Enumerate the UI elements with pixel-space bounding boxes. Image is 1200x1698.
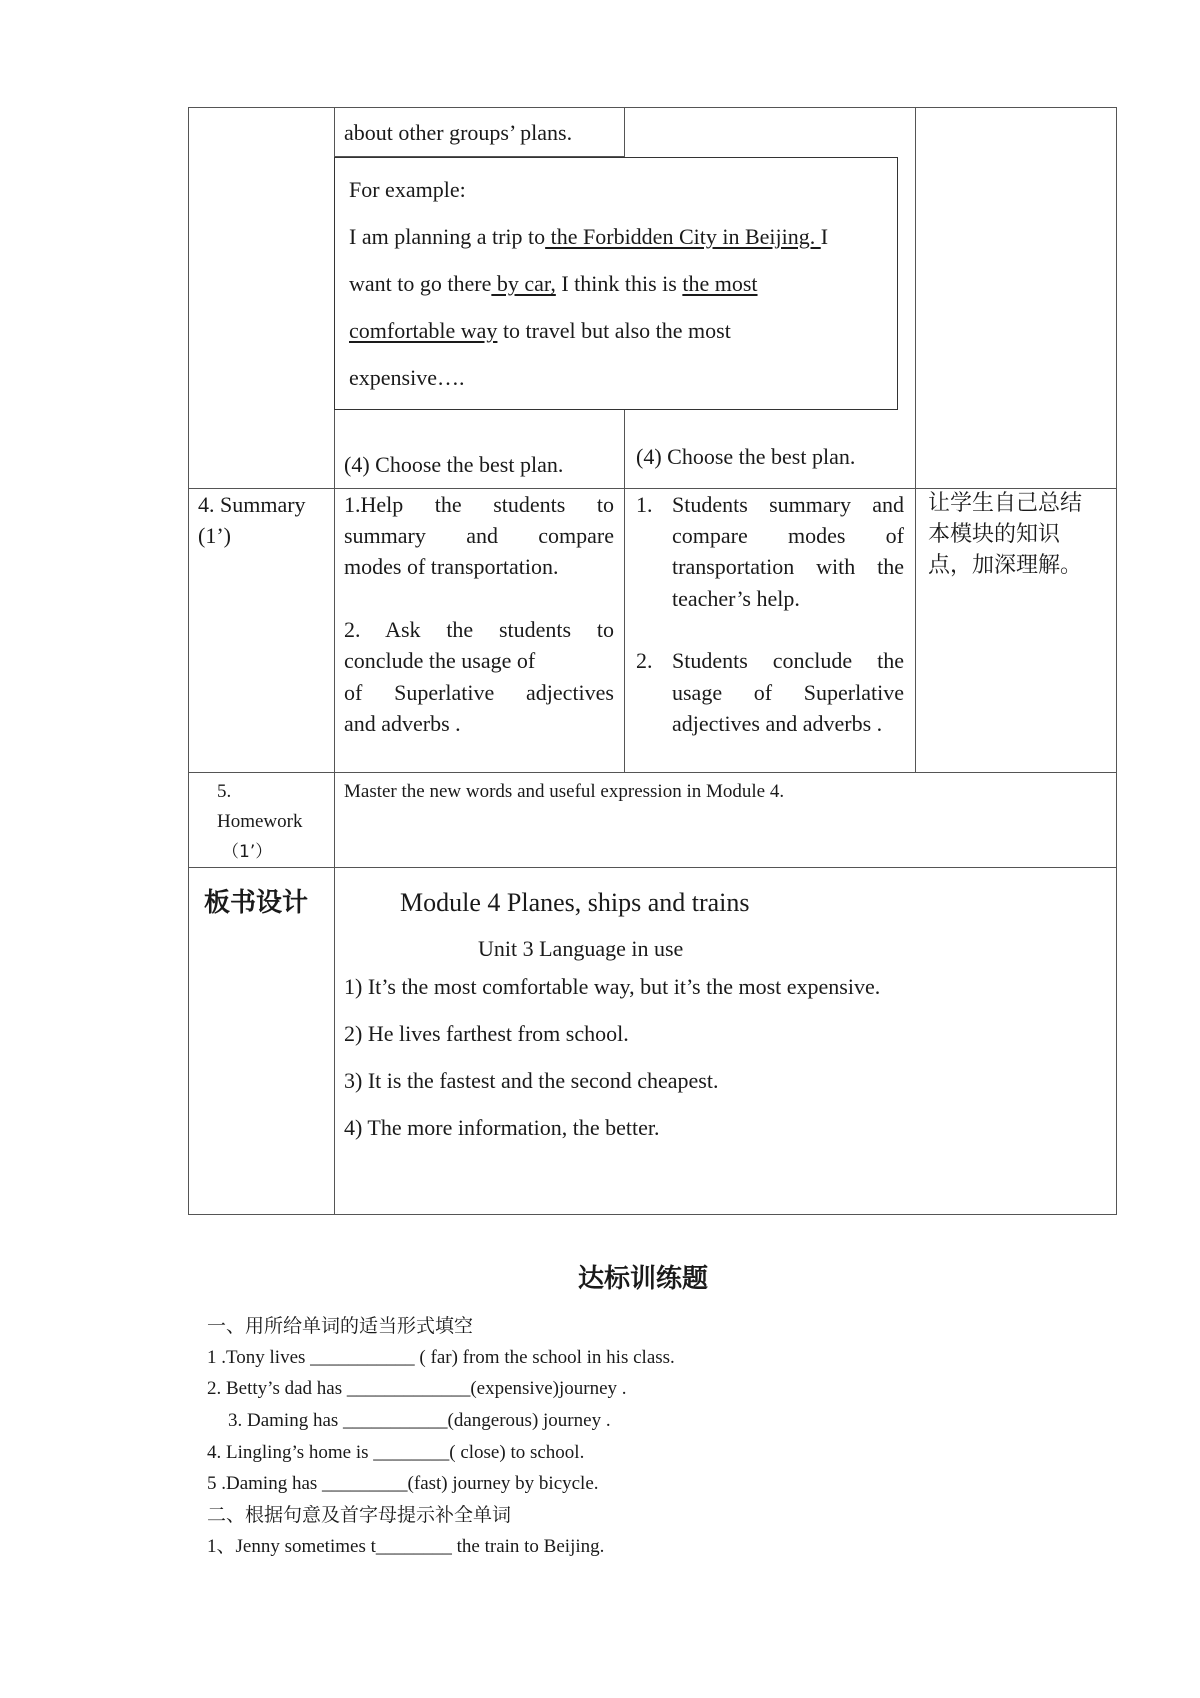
example-heading: For example: [349, 177, 466, 202]
homework-label: Homework [217, 811, 303, 832]
section-heading: 二、根据句意及首字母提示补全单词 [207, 1504, 512, 1526]
board-sentence: 4) The more information, the better. [344, 1115, 660, 1140]
student-step4: (4) Choose the best plan. [636, 444, 856, 469]
example-line: expensive…. [349, 365, 465, 390]
example-line: want to go there by car, I think this is the most [349, 271, 758, 296]
teacher-activity-2: 2. Ask the students to [344, 617, 614, 642]
board-sentence: 1) It’s the most comfortable way, but it’s the most expensive. [344, 974, 881, 999]
exercise-item: 1 .Tony lives ___________ ( far) from the school in his class. [207, 1347, 675, 1368]
board-sentence: 2) He lives farthest from school. [344, 1021, 629, 1046]
example-line: I am planning a trip to the Forbidden City in Beijing. I [349, 224, 829, 249]
step-label: 4. Summary [198, 492, 306, 517]
exercise-item: 3. Daming has ___________(dangerous) journey . [228, 1410, 611, 1431]
section-heading: 一、用所给单词的适当形式填空 [207, 1315, 474, 1337]
student-activity-1: Students summary and [672, 492, 904, 517]
teacher-activity-1: summary and compare [344, 523, 614, 548]
student-activity-2: adjectives and adverbs . [672, 711, 883, 736]
board-sentence: 3) It is the fastest and the second cheapest. [344, 1068, 719, 1093]
student-activity-2: Students conclude the [672, 648, 904, 673]
teacher-activity-1: 1.Help the students to [344, 492, 614, 517]
exercises-title: 达标训练题 [578, 1264, 709, 1294]
board-title: Module 4 Planes, ships and trains [400, 888, 750, 917]
example-box [334, 157, 898, 410]
teacher-activity-2: conclude the usage of [344, 648, 536, 673]
teacher-step4: (4) Choose the best plan. [344, 452, 564, 477]
purpose-text: 让学生自己总结 [928, 491, 1083, 516]
board-design-label: 板书设计 [204, 888, 309, 918]
board-subtitle: Unit 3 Language in use [478, 936, 684, 961]
teacher-activity-text: about other groups’ plans. [344, 120, 573, 145]
student-activity-num: 2. [636, 648, 653, 673]
teacher-activity-1: modes of transportation. [344, 554, 559, 579]
student-activity-2: usage of Superlative [672, 680, 904, 705]
purpose-text: 点，加深理解。 [928, 553, 1083, 578]
homework-label: 5. [217, 781, 232, 802]
exercise-item: 2. Betty’s dad has _____________(expensive)journey . [207, 1378, 627, 1399]
homework-time: （1’） [222, 842, 273, 862]
exercise-item: 1、Jenny sometimes t________ the train to Beijing. [207, 1536, 605, 1557]
student-activity-1: transportation with the [672, 554, 904, 579]
purpose-text: 本模块的知识 [928, 522, 1061, 547]
student-activity-1: teacher’s help. [672, 586, 800, 611]
student-activity-num: 1. [636, 492, 653, 517]
teacher-activity-2: and adverbs . [344, 711, 461, 736]
step-time: (1’) [198, 523, 231, 548]
exercise-item: 4. Lingling’s home is ________( close) to school. [207, 1442, 585, 1463]
teacher-activity-2: of Superlative adjectives [344, 680, 614, 705]
exercise-item: 5 .Daming has _________(fast) journey by bicycle. [207, 1473, 599, 1494]
example-line: comfortable way to travel but also the most [349, 318, 731, 343]
homework-content: Master the new words and useful expression in Module 4. [344, 781, 785, 802]
student-activity-1: compare modes of [672, 523, 904, 548]
